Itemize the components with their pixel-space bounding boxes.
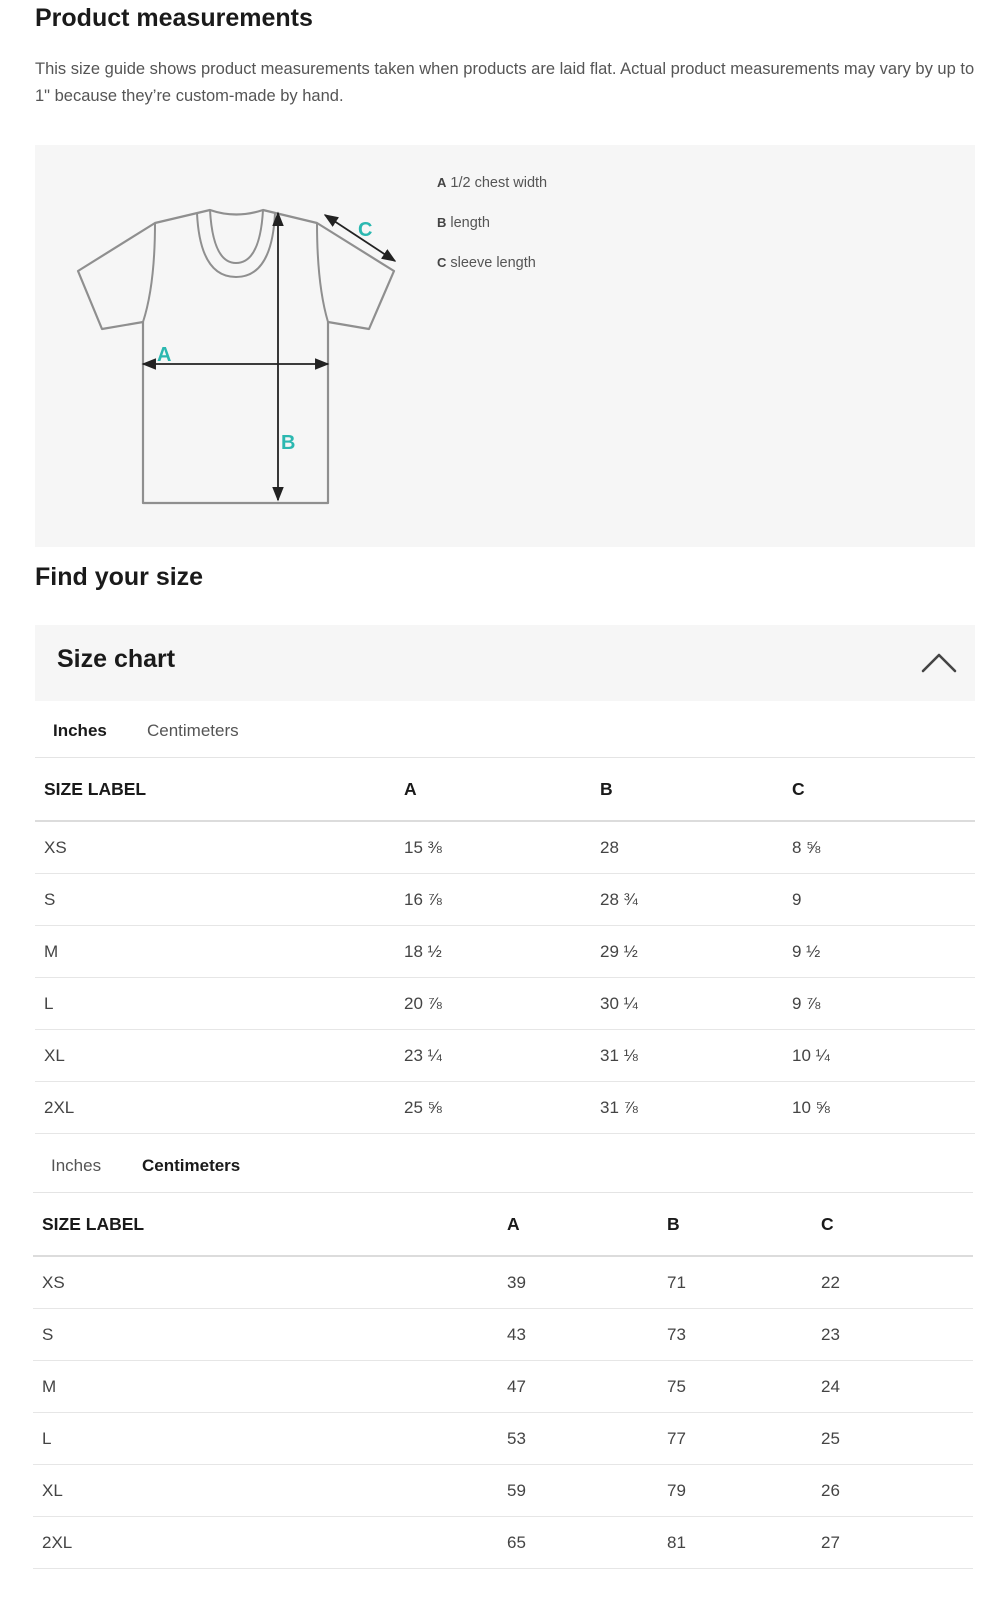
table-row: [35, 821, 975, 874]
table-row: [35, 926, 975, 978]
measurement-b-cell: 75: [667, 1361, 821, 1413]
column-header: B: [667, 1193, 821, 1256]
measurement-c-cell: 25: [821, 1413, 973, 1465]
size-label-cell: 2XL: [33, 1517, 507, 1569]
measurement-c-cell: 8 ⅝: [792, 821, 975, 874]
measurement-c-cell: 9 ⅞: [792, 978, 975, 1030]
size-label-cell: M: [35, 926, 404, 978]
tshirt-outline: [78, 210, 394, 503]
table-row: [33, 1413, 973, 1465]
tab-inches[interactable]: Inches: [51, 1156, 102, 1175]
table-row: [35, 1082, 975, 1134]
table-header-row: [35, 758, 975, 821]
measurement-b-cell: 71: [667, 1256, 821, 1309]
measurement-b-cell: 77: [667, 1413, 821, 1465]
measurement-c-cell: 9 ½: [792, 926, 975, 978]
size-label-cell: S: [33, 1309, 507, 1361]
legend-letter: A: [437, 175, 447, 190]
measurement-a-cell: 15 ⅜: [404, 821, 600, 874]
column-header: SIZE LABEL: [35, 758, 404, 821]
left-armhole: [143, 223, 155, 322]
table-row: [33, 1465, 973, 1517]
measurement-a-cell: 65: [507, 1517, 667, 1569]
legend-letter: B: [437, 215, 447, 230]
size-label-cell: XL: [33, 1465, 507, 1517]
measurement-c-cell: 22: [821, 1256, 973, 1309]
size-table-inches: [35, 758, 975, 1134]
measurement-c-cell: 26: [821, 1465, 973, 1517]
measurement-b-cell: 79: [667, 1465, 821, 1517]
column-header: A: [404, 758, 600, 821]
table-row: [33, 1517, 973, 1569]
legend-text: length: [450, 215, 490, 231]
column-header: B: [600, 758, 792, 821]
measurement-a-cell: 23 ¼: [404, 1030, 600, 1082]
measurement-b-cell: 29 ½: [600, 926, 792, 978]
measurement-a-cell: 25 ⅝: [404, 1082, 600, 1134]
measurement-b-cell: 31 ⅛: [600, 1030, 792, 1082]
table-header-row: [33, 1193, 973, 1256]
measurement-a-cell: 59: [507, 1465, 667, 1517]
measurement-b-cell: 81: [667, 1517, 821, 1569]
size-label-cell: S: [35, 874, 404, 926]
chevron-up-icon[interactable]: [921, 649, 957, 675]
marker-label-c: C: [358, 219, 373, 241]
measurement-c-cell: 23: [821, 1309, 973, 1361]
legend-item-c: [437, 253, 547, 293]
measurement-b-cell: 30 ¼: [600, 978, 792, 1030]
size-label-cell: XL: [35, 1030, 404, 1082]
page-description: This size guide shows product measurements taken when products are laid flat. Actual product measurements may vary by up to 1" because they’re custom-made by hand.: [35, 60, 975, 105]
column-header: C: [792, 758, 975, 821]
unit-tabs-centimeters-section: [33, 1140, 973, 1193]
table-row: [33, 1256, 973, 1309]
size-label-cell: 2XL: [35, 1082, 404, 1134]
size-chart-accordion-header[interactable]: [35, 625, 975, 701]
measurement-c-cell: 27: [821, 1517, 973, 1569]
marker-label-b: B: [281, 432, 296, 454]
tab-centimeters[interactable]: Centimeters: [147, 721, 239, 740]
table-row: [35, 1030, 975, 1082]
legend-item-b: [437, 213, 547, 253]
legend-text: sleeve length: [450, 255, 536, 271]
measurement-b-cell: 28: [600, 821, 792, 874]
tab-inches[interactable]: Inches: [53, 721, 107, 740]
legend-text: 1/2 chest width: [450, 175, 548, 191]
table-row: [35, 874, 975, 926]
marker-label-a: A: [157, 344, 172, 366]
measurement-c-cell: 9: [792, 874, 975, 926]
unit-tabs-inches-section: [35, 705, 975, 758]
column-header: A: [507, 1193, 667, 1256]
size-chart-title: Size chart: [57, 645, 176, 673]
column-header: SIZE LABEL: [33, 1193, 507, 1256]
size-table-centimeters: [33, 1193, 973, 1569]
measurement-a-cell: 18 ½: [404, 926, 600, 978]
collar-outer: [197, 213, 275, 277]
table-row: [33, 1361, 973, 1413]
column-header: C: [821, 1193, 973, 1256]
find-your-size-heading: Find your size: [35, 563, 204, 591]
size-label-cell: L: [33, 1413, 507, 1465]
measurement-a-cell: 53: [507, 1413, 667, 1465]
table-row: [33, 1309, 973, 1361]
measurement-b-cell: 31 ⅞: [600, 1082, 792, 1134]
right-armhole: [317, 223, 328, 322]
page-title: Product measurements: [35, 4, 313, 32]
collar-inner: [210, 210, 263, 263]
size-label-cell: XS: [35, 821, 404, 874]
measurement-a-cell: 47: [507, 1361, 667, 1413]
measurement-a-cell: 43: [507, 1309, 667, 1361]
size-label-cell: XS: [33, 1256, 507, 1309]
measurement-b-cell: 28 ¾: [600, 874, 792, 926]
size-label-cell: L: [35, 978, 404, 1030]
measurement-legend: [437, 173, 547, 293]
size-label-cell: M: [33, 1361, 507, 1413]
legend-item-a: [437, 173, 547, 213]
measurement-b-cell: 73: [667, 1309, 821, 1361]
measurement-c-cell: 24: [821, 1361, 973, 1413]
measurement-a-cell: 39: [507, 1256, 667, 1309]
legend-letter: C: [437, 255, 447, 270]
measurement-a-cell: 20 ⅞: [404, 978, 600, 1030]
table-row: [35, 978, 975, 1030]
tab-centimeters[interactable]: Centimeters: [142, 1156, 241, 1175]
measurement-a-cell: 16 ⅞: [404, 874, 600, 926]
measurement-c-cell: 10 ¼: [792, 1030, 975, 1082]
measurement-c-cell: 10 ⅝: [792, 1082, 975, 1134]
measurement-diagram: [35, 145, 975, 547]
